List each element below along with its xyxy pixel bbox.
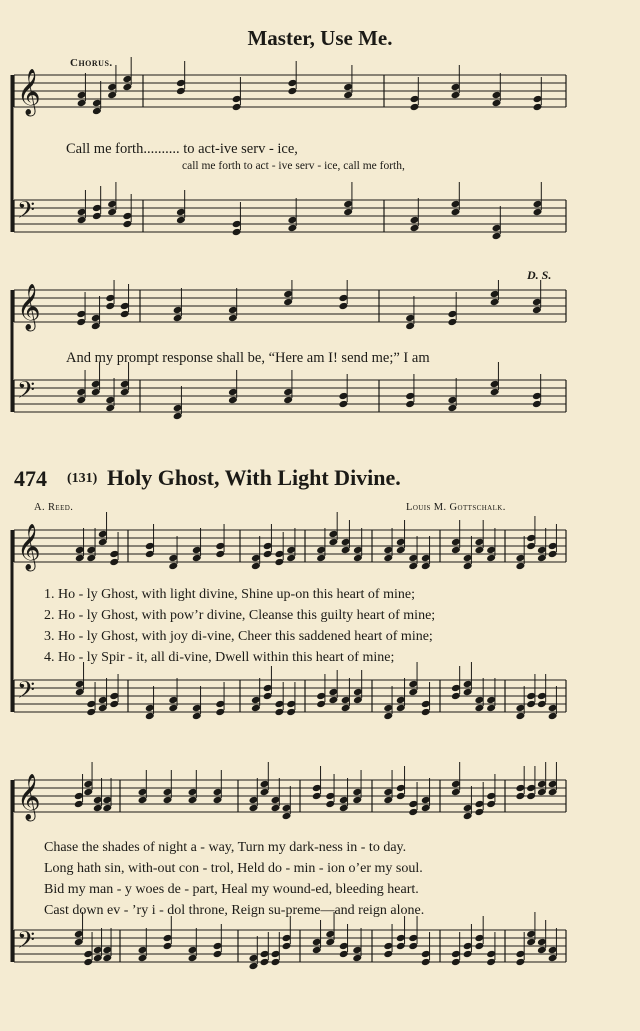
music-credit: Louis M. Gottschalk. [406,502,506,513]
hymn-number: 474 [14,466,47,491]
ds-mark: D. S. [527,268,552,282]
verse-line: Long hath sin, with-out con - trol, Held do - min - ion o’er my soul. [44,861,423,876]
hymn-reference: (131) [67,471,98,486]
treble-clef: 𝄞 [17,69,41,115]
chorus-label: Chorus. [70,57,113,69]
verse-line: Cast down ev - ’ry i - dol throne, Reign su-preme—and reign alone. [44,903,425,918]
verse-line: 3. Ho - ly Ghost, with joy di-vine, Cheer this saddened heart of mine; [44,629,433,644]
verse-line: Bid my man - y woes de - part, Heal my wound-ed, bleeding heart. [44,882,419,897]
treble-clef: 𝄞 [17,774,41,820]
words-credit: A. Reed. [34,502,74,513]
music-staff-system [0,280,640,460]
lyric-line-echo: call me forth to act - ive serv - ice, call me forth, [182,160,405,172]
hymn-title: Holy Ghost, With Light Divine. [107,465,401,490]
hymn-title: Master, Use Me. [247,26,393,50]
lyric-line: Call me forth.......... to act-ive serv - ice, [66,141,298,157]
verse-line: 1. Ho - ly Ghost, with light divine, Shine up-on this heart of mine; [44,587,415,602]
bass-clef: 𝄢 [17,196,36,229]
bass-clef: 𝄢 [17,676,36,709]
bass-clef: 𝄢 [17,376,36,409]
verse-line: 4. Ho - ly Spir - it, all di-vine, Dwell within this heart of mine; [44,650,395,665]
bass-clef: 𝄢 [17,926,36,959]
treble-clef: 𝄞 [17,284,41,330]
verse-line: 2. Ho - ly Ghost, with pow’r divine, Cleanse this guilty heart of mine; [44,608,436,623]
verse-line: Chase the shades of night a - way, Turn my dark-ness in - to day. [44,840,407,855]
treble-clef: 𝄞 [17,524,41,570]
lyric-line: And my prompt response shall be, “Here am I! send me;” I am [66,350,430,366]
